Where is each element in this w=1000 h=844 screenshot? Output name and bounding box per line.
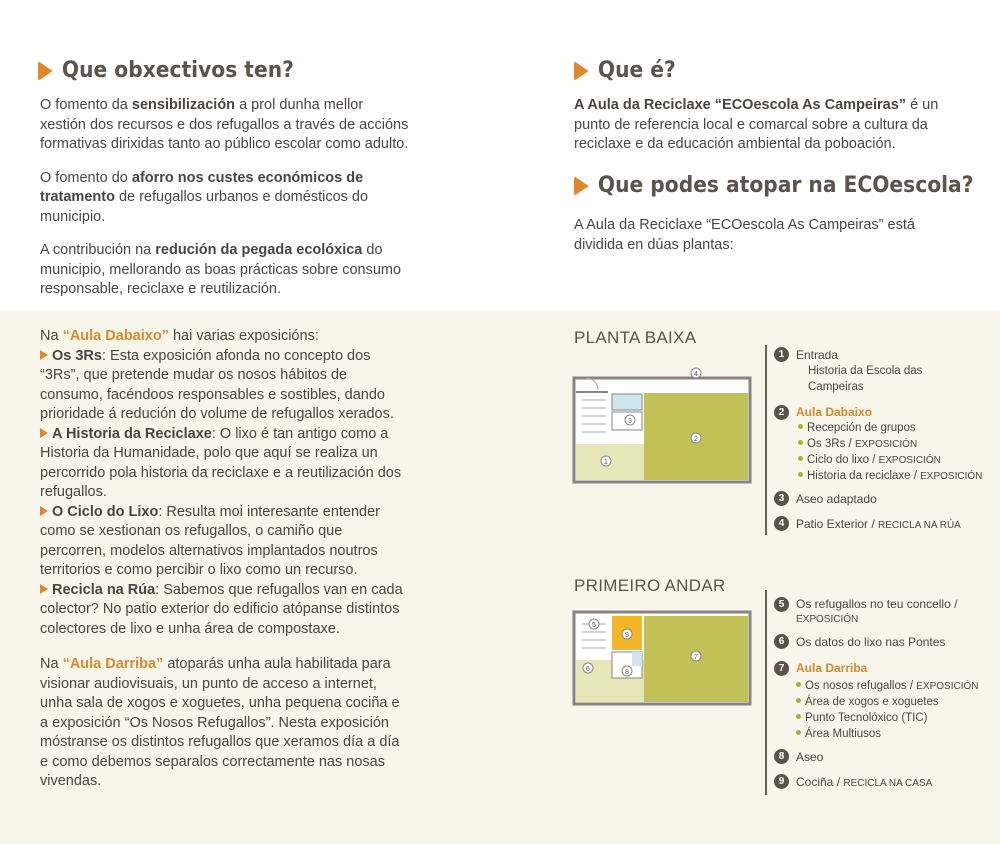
what-is-text: A Aula da Reciclaxe “ECOescola As Campeiras” é un punto de referencia local e comarcal sobre a cultura da reciclaxe e da educación ambiental da poboación. — [574, 97, 939, 152]
svg-text:5: 5 — [592, 622, 596, 629]
legend-number-3: 3 — [774, 491, 789, 506]
legend-sub-item: Área de xogos e xoguetes — [796, 696, 939, 708]
plan-first-title: PRIMEIRO ANDAR — [574, 576, 726, 595]
legend-cocina: Cociña / RECICLA NA CASA — [796, 775, 933, 789]
legend-sub-item: Os nosos refugallos / EXPOSICIÓN — [796, 680, 978, 692]
triangle-bullet-icon — [574, 176, 589, 196]
svg-text:7: 7 — [694, 654, 698, 661]
legend-divider — [765, 590, 767, 795]
legend-aula-darriba: Aula Darriba — [796, 661, 868, 675]
small-triangle-icon — [40, 350, 48, 360]
legend-aseo-adaptado: Aseo adaptado — [796, 492, 877, 506]
legend-patio: Patio Exterior / RECICLA NA RÚA — [796, 517, 961, 531]
legend-sub-item: Os 3Rs / EXPOSICIÓN — [798, 438, 917, 450]
what-to-find-text: A Aula da Reciclaxe “ECOescola As Campeiras” está dividida en dúas plantas: — [574, 217, 915, 253]
small-triangle-icon — [40, 428, 48, 438]
legend-datos-lixo: Os datos do lixo nas Pontes — [796, 635, 946, 649]
legend-number-8: 8 — [774, 749, 789, 764]
svg-text:1: 1 — [604, 459, 608, 466]
legend-sub-item: Punto Tecnolóxico (TIC) — [796, 712, 928, 724]
small-triangle-icon — [40, 584, 48, 594]
legend-number-1: 1 — [774, 347, 789, 362]
legend-number-7: 7 — [774, 661, 789, 676]
legend-entrada-sub: Historia da Escola das — [808, 365, 923, 377]
svg-text:2: 2 — [694, 436, 698, 443]
legend-entrada-sub: Campeiras — [808, 381, 864, 393]
small-triangle-icon — [40, 506, 48, 516]
legend-entrada: Entrada — [796, 348, 839, 362]
legend-number-6: 6 — [774, 634, 789, 649]
svg-text:9: 9 — [625, 632, 629, 639]
legend-sub-item: Historia da reciclaxe / EXPOSICIÓN — [798, 470, 982, 482]
exhibitions-text: Na “Aula Dabaixo” hai varias exposicións: Os 3Rs: Esta exposición afonda no concepto dos “3Rs”, que pretende mudar os nosos hábitos de consumo, facéndoos responsables e sostibles, dando prioridade á redución do volume de refugallos xerados. A Historia da Reciclaxe: O lixo é tan antigo como a Historia da Humanidade, polo que aquí se realiza un percorrido pola historia da reciclaxe e a reutilización dos refugallos. O Ciclo do Lixo: Resulta moi interesante entender como se xestionan os refugallos, o camiño que percorren, modelos alternativos implantados noutros territorios e como percibir o lixo como un recurso. Recicla na Rúa: Sabemos que refugallos van en cada colector? No patio exterior do edificio atópanse distintos colectores de lixo e unha área de compostaxe. Na “Aula Darriba” atoparás unha aula habilitada para visionar audiovisuais, un punto de acceso a internet, unha sala de xogos e xoguetes, unha pequena cociña e a exposición “Os Nosos Refugallos”. Nesta exposición móstranse os distintos refugallos que xeramos día a día e como debemos separalos correctamente nas nosas vivendas. — [40, 328, 403, 789]
ground-floor-plan — [572, 360, 758, 488]
legend-refugallos-concello: Os refugallos no teu concello / — [796, 597, 958, 611]
legend-number-9: 9 — [774, 774, 789, 789]
legend-number-4: 4 — [774, 516, 789, 531]
heading-what-is: Que é? — [574, 58, 676, 83]
svg-text:8: 8 — [625, 669, 629, 676]
legend-sub-item: Área Multiusos — [796, 728, 881, 740]
legend-aseo: Aseo — [796, 750, 824, 764]
legend-sub-item: Ciclo do lixo / EXPOSICIÓN — [798, 454, 941, 466]
legend-aula-dabaixo: Aula Dabaixo — [796, 405, 873, 419]
objectives-text: O fomento da sensibilización a prol dunha mellor xestión dos recursos e dos refugallos a través de accións formativas dirixidas tanto ao público escolar como adulto. O fomento do aforro nos custes económicos de tratamento de refugallos urbanos e domésticos do municipio. A contribución na redución da pegada ecolóxica do municipio, mellorando as boas prácticas sobre consumo responsable, reciclaxe e reutilización. — [40, 97, 409, 297]
legend-divider — [765, 345, 767, 535]
first-floor-plan — [572, 608, 758, 708]
heading-objectives: Que obxectivos ten? — [38, 58, 294, 83]
svg-text:6: 6 — [586, 666, 590, 673]
legend-sub-item: Recepción de grupos — [798, 422, 916, 434]
triangle-bullet-icon — [574, 61, 589, 81]
svg-text:4: 4 — [694, 371, 698, 378]
legend-sub-exposicion: EXPOSICIÓN — [796, 614, 859, 625]
svg-text:3: 3 — [628, 418, 632, 425]
plan-ground-title: PLANTA BAIXA — [574, 328, 697, 347]
legend-number-2: 2 — [774, 405, 789, 420]
heading-what-to-find: Que podes atopar na ECOescola? — [574, 173, 973, 198]
triangle-bullet-icon — [38, 61, 53, 81]
legend-number-5: 5 — [774, 597, 789, 612]
